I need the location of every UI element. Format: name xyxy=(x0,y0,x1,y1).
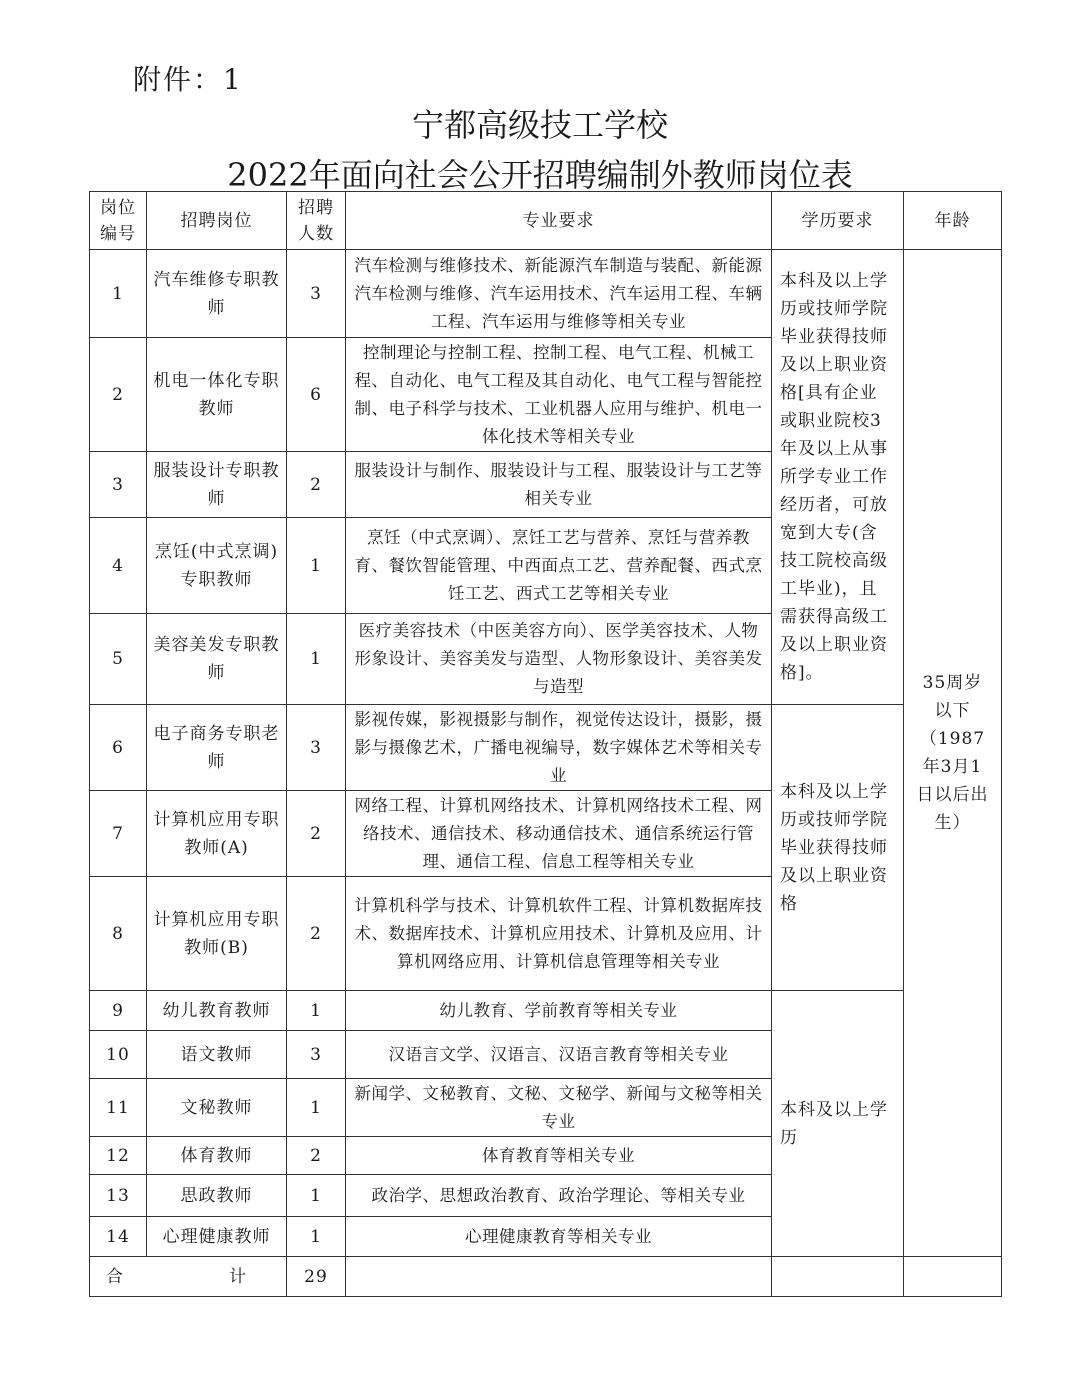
cell-post: 烹饪(中式烹调)专职教师 xyxy=(147,518,287,614)
cell-count: 3 xyxy=(287,705,346,791)
total-education-empty xyxy=(772,1257,904,1297)
cell-major: 控制理论与控制工程、控制工程、电气工程、机械工程、自动化、电气工程及其自动化、电气工程与智能控制、电子科学与技术、工业机器人应用与维护、机电一体化技术等相关专业 xyxy=(346,338,772,452)
total-major-empty xyxy=(346,1257,772,1297)
cell-major: 服装设计与制作、服装设计与工程、服装设计与工艺等相关专业 xyxy=(346,452,772,518)
cell-education-group-3: 本科及以上学历 xyxy=(772,991,904,1257)
cell-id: 9 xyxy=(90,991,147,1031)
cell-post: 思政教师 xyxy=(147,1175,287,1217)
cell-count: 1 xyxy=(287,1217,346,1257)
cell-id: 13 xyxy=(90,1175,147,1217)
cell-count: 2 xyxy=(287,452,346,518)
cell-id: 6 xyxy=(90,705,147,791)
cell-id: 1 xyxy=(90,250,147,338)
table-row xyxy=(90,705,1002,791)
cell-id: 12 xyxy=(90,1137,147,1175)
cell-id: 8 xyxy=(90,877,147,991)
cell-count: 1 xyxy=(287,1079,346,1137)
cell-post: 汽车维修专职教师 xyxy=(147,250,287,338)
cell-count: 3 xyxy=(287,1031,346,1079)
header-count: 招聘人数 xyxy=(287,192,346,250)
cell-count: 2 xyxy=(287,791,346,877)
cell-major: 医疗美容技术（中医美容方向）、医学美容技术、人物形象设计、美容美发与造型、人物形象设计、美容美发与造型 xyxy=(346,614,772,705)
document-title-table: 2022年面向社会公开招聘编制外教师岗位表 xyxy=(227,156,853,194)
total-count: 29 xyxy=(287,1257,346,1297)
cell-id: 3 xyxy=(90,452,147,518)
header-major: 专业要求 xyxy=(346,192,772,250)
cell-post: 电子商务专职老师 xyxy=(147,705,287,791)
header-post-id: 岗位编号 xyxy=(90,192,147,250)
cell-count: 2 xyxy=(287,877,346,991)
header-post: 招聘岗位 xyxy=(147,192,287,250)
cell-count: 3 xyxy=(287,250,346,338)
cell-post: 文秘教师 xyxy=(147,1079,287,1137)
cell-post: 语文教师 xyxy=(147,1031,287,1079)
cell-count: 1 xyxy=(287,1175,346,1217)
cell-major: 汉语言文学、汉语言、汉语言教育等相关专业 xyxy=(346,1031,772,1079)
cell-post: 幼儿教育教师 xyxy=(147,991,287,1031)
cell-count: 1 xyxy=(287,991,346,1031)
cell-id: 5 xyxy=(90,614,147,705)
cell-major: 网络工程、计算机网络技术、计算机网络技术工程、网络技术、通信技术、移动通信技术、通信系统运行管理、通信工程、信息工程等相关专业 xyxy=(346,791,772,877)
cell-count: 1 xyxy=(287,518,346,614)
header-education: 学历要求 xyxy=(772,192,904,250)
cell-major: 新闻学、文秘教育、文秘、文秘学、新闻与文秘等相关专业 xyxy=(346,1079,772,1137)
cell-id: 4 xyxy=(90,518,147,614)
cell-post: 美容美发专职教师 xyxy=(147,614,287,705)
total-age-empty xyxy=(904,1257,1002,1297)
total-label: 合 计 xyxy=(90,1257,287,1297)
cell-education-group-2: 本科及以上学历或技师学院毕业获得技师及以上职业资格 xyxy=(772,705,904,991)
cell-major: 幼儿教育、学前教育等相关专业 xyxy=(346,991,772,1031)
cell-post: 计算机应用专职教师(B) xyxy=(147,877,287,991)
document-title-school: 宁都高级技工学校 xyxy=(411,106,668,144)
cell-id: 10 xyxy=(90,1031,147,1079)
cell-major: 影视传媒，影视摄影与制作，视觉传达设计，摄影，摄影与摄像艺术，广播电视编导，数字媒体艺术等相关专业 xyxy=(346,705,772,791)
cell-major: 汽车检测与维修技术、新能源汽车制造与装配、新能源汽车检测与维修、汽车运用技术、汽车运用工程、车辆工程、汽车运用与维修等相关专业 xyxy=(346,250,772,338)
cell-major: 烹饪（中式烹调）、烹饪工艺与营养、烹饪与营养教育、餐饮智能管理、中西面点工艺、营养配餐、西式烹饪工艺、西式工艺等相关专业 xyxy=(346,518,772,614)
cell-id: 2 xyxy=(90,338,147,452)
cell-post: 心理健康教师 xyxy=(147,1217,287,1257)
attachment-label: 附件：1 xyxy=(133,63,243,96)
recruitment-table xyxy=(89,191,1002,1297)
cell-age-requirement: 35周岁以下（1987年3月1日以后出生） xyxy=(904,250,1002,1257)
cell-count: 1 xyxy=(287,614,346,705)
table-header-row xyxy=(90,192,1002,250)
cell-post: 体育教师 xyxy=(147,1137,287,1175)
cell-post: 计算机应用专职教师(A) xyxy=(147,791,287,877)
cell-major: 心理健康教育等相关专业 xyxy=(346,1217,772,1257)
total-row xyxy=(90,1257,1002,1297)
cell-id: 14 xyxy=(90,1217,147,1257)
header-age: 年龄 xyxy=(904,192,1002,250)
cell-id: 11 xyxy=(90,1079,147,1137)
table-row xyxy=(90,991,1002,1031)
table-row xyxy=(90,250,1002,338)
cell-post: 机电一体化专职教师 xyxy=(147,338,287,452)
cell-id: 7 xyxy=(90,791,147,877)
cell-post: 服装设计专职教师 xyxy=(147,452,287,518)
cell-major: 计算机科学与技术、计算机软件工程、计算机数据库技术、数据库技术、计算机应用技术、计算机及应用、计算机网络应用、计算机信息管理等相关专业 xyxy=(346,877,772,991)
cell-count: 2 xyxy=(287,1137,346,1175)
cell-count: 6 xyxy=(287,338,346,452)
cell-major: 体育教育等相关专业 xyxy=(346,1137,772,1175)
cell-education-group-1: 本科及以上学历或技师学院毕业获得技师及以上职业资格[具有企业或职业院校3年及以上从事所学专业工作经历者，可放宽到大专(含技工院校高级工毕业)，且需获得高级工及以上职业资格]。 xyxy=(772,250,904,705)
cell-major: 政治学、思想政治教育、政治学理论、等相关专业 xyxy=(346,1175,772,1217)
